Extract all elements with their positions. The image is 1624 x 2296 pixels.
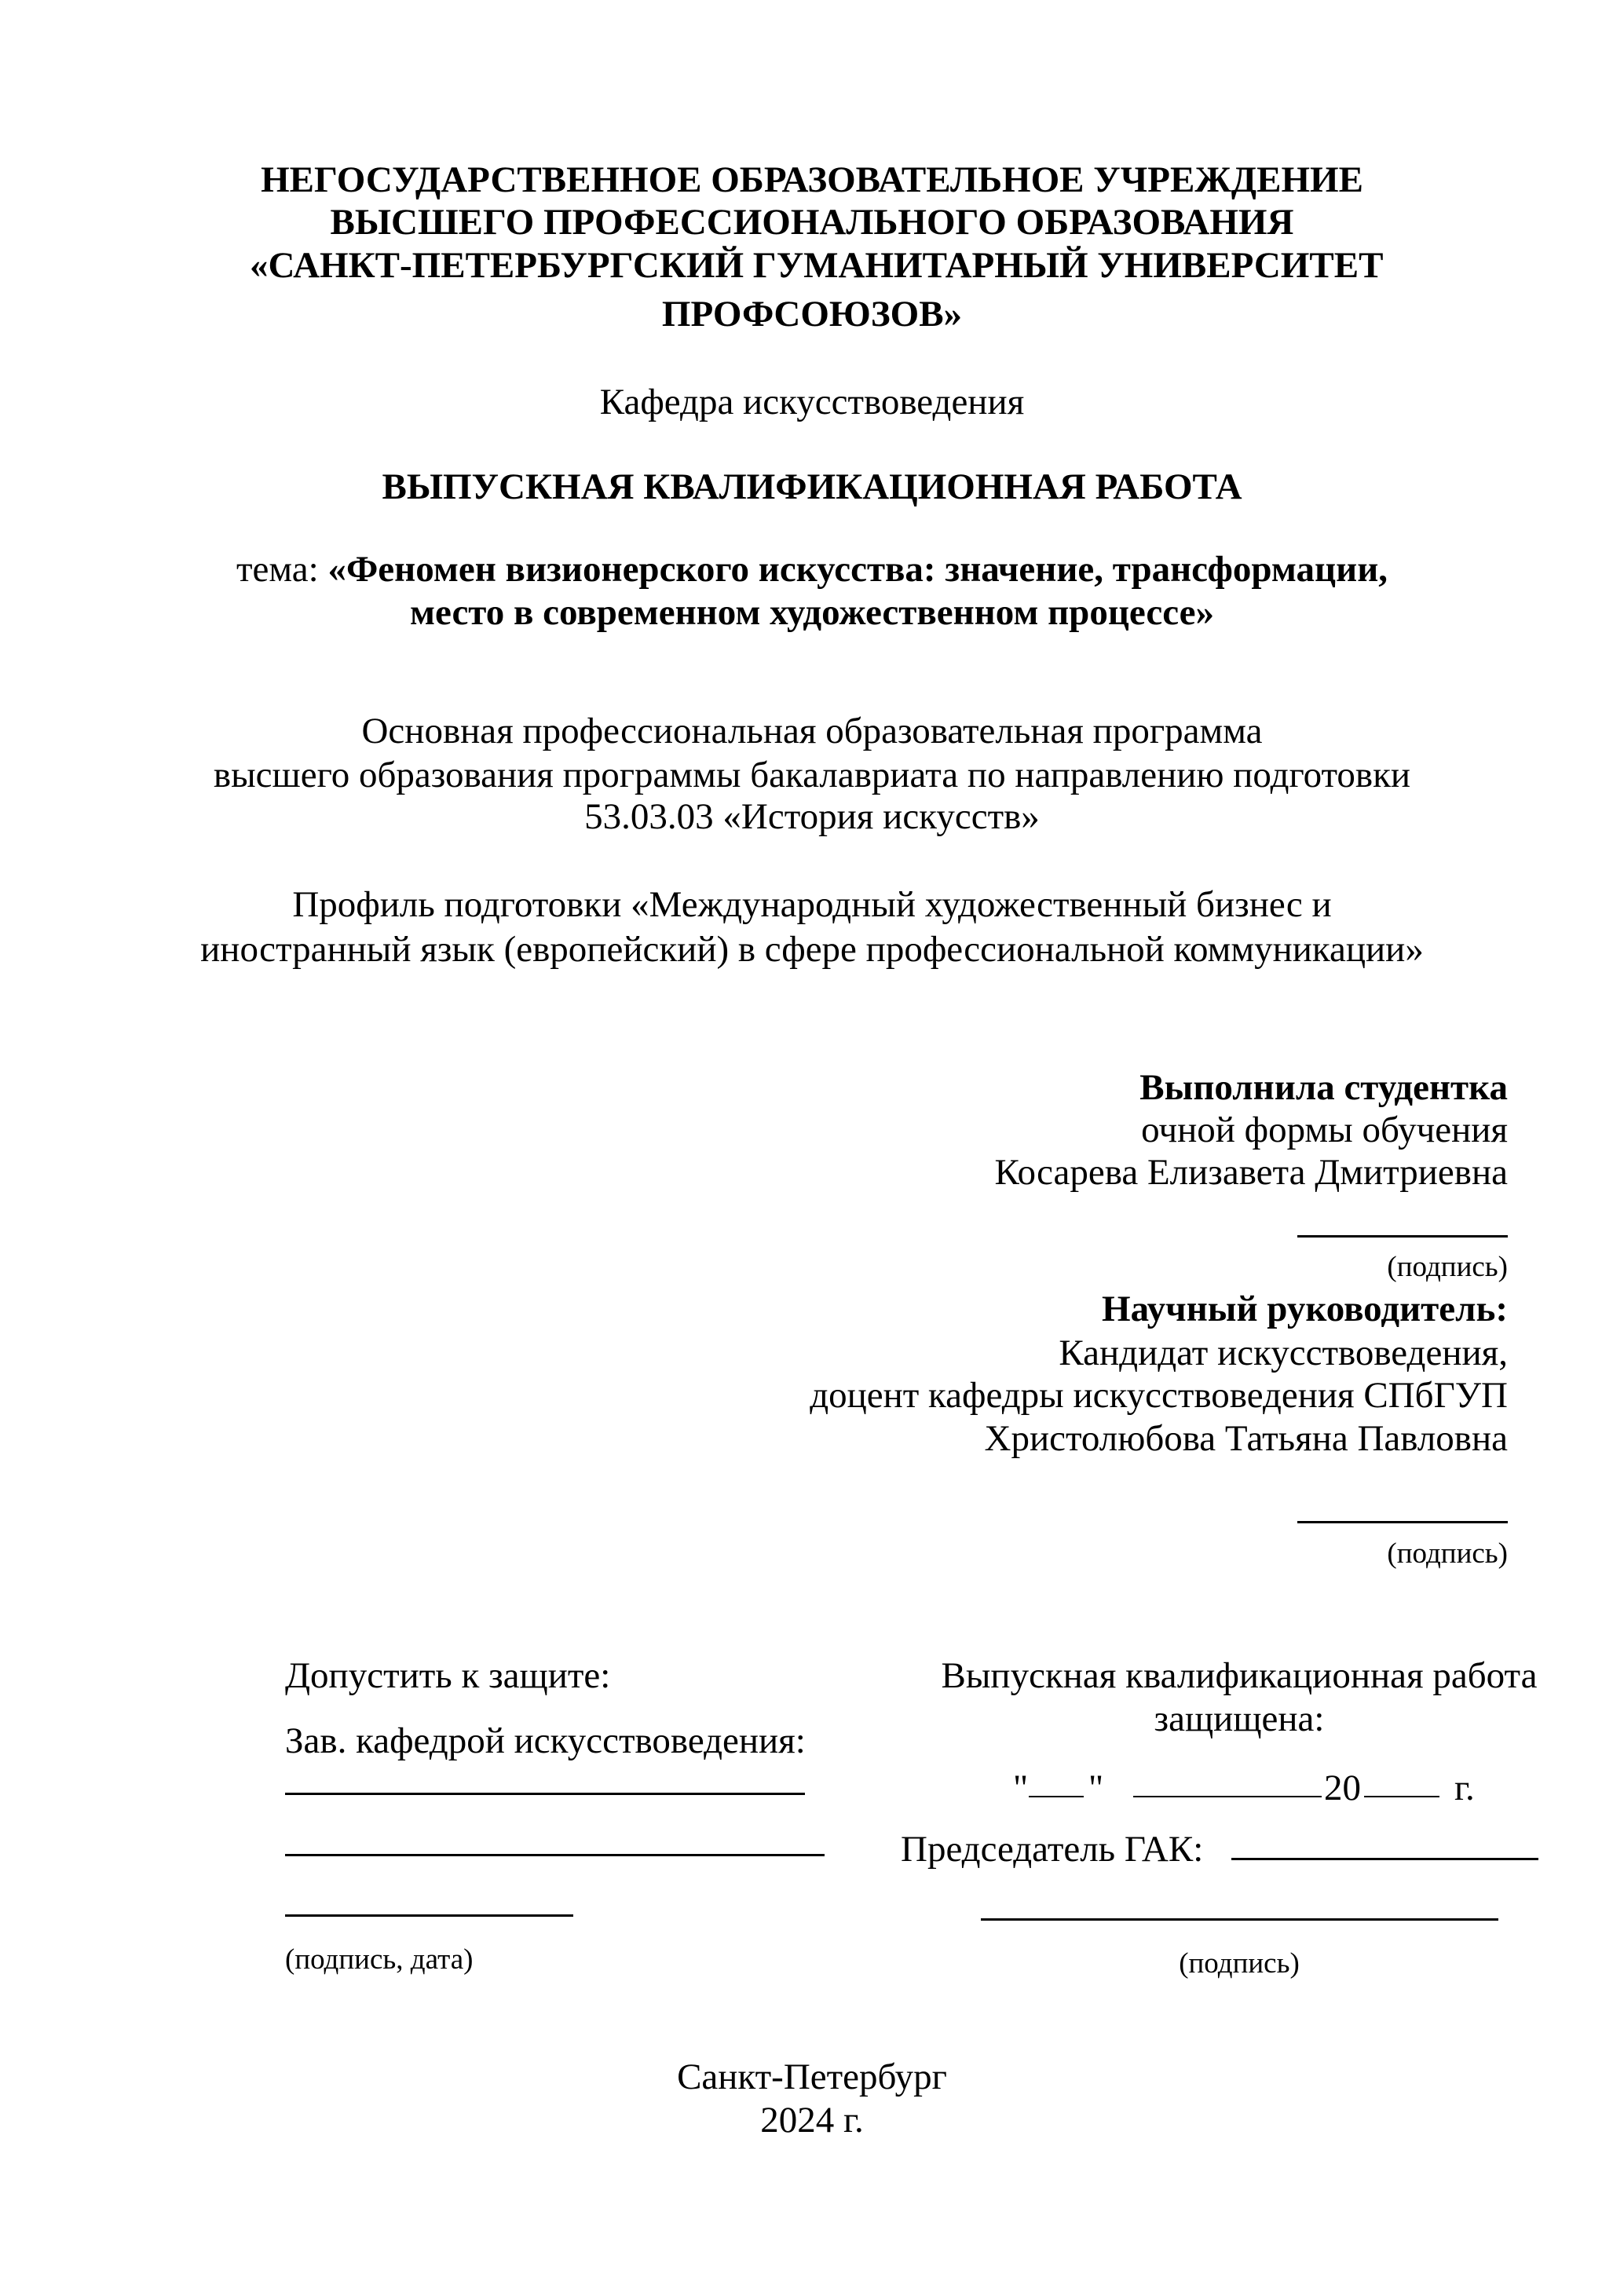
topic-prefix: тема: (236, 549, 328, 590)
admission-title: Допустить к защите: (285, 1655, 611, 1696)
footer-city: Санкт-Петербург (677, 2057, 947, 2097)
supervisor-heading: Научный руководитель: (1102, 1289, 1508, 1329)
work-type-title: ВЫПУСКНАЯ КВАЛИФИКАЦИОННАЯ РАБОТА (382, 466, 1242, 507)
supervisor-signature-line (1297, 1521, 1508, 1523)
admission-signature-label: (подпись, дата) (285, 1943, 474, 1976)
department-name: Кафедра искусствоведения (599, 382, 1025, 422)
defense-title-line-1: Выпускная квалификационная работа (941, 1655, 1538, 1696)
department-head-label: Зав. кафедрой искусствоведения: (285, 1720, 806, 1761)
institution-header-line-2: ВЫСШЕГО ПРОФЕССИОНАЛЬНОГО ОБРАЗОВАНИЯ (330, 202, 1294, 243)
department-head-line-1 (285, 1793, 805, 1795)
topic-title-part-1: «Феномен визионерского искусства: значение, трансформации, (327, 549, 1388, 590)
student-heading: Выполнила студентка (1139, 1067, 1508, 1108)
program-line-1: Основная профессиональная образовательная программа (361, 711, 1263, 751)
defense-title-line-2: защищена: (1154, 1698, 1325, 1739)
profile-line-2: иностранный язык (европейский) в сфере профессиональной коммуникации» (200, 929, 1424, 970)
supervisor-name: Христолюбова Татьяна Павловна (984, 1418, 1508, 1459)
institution-header-line-3: «САНКТ-ПЕТЕРБУРГСКИЙ ГУМАНИТАРНЫЙ УНИВЕРСИТЕТ (250, 245, 1384, 286)
footer-year: 2024 г. (760, 2100, 864, 2141)
supervisor-degree: Кандидат искусствоведения, (1059, 1333, 1508, 1373)
date-century: 20 (1324, 1768, 1361, 1808)
department-head-line-2 (285, 1854, 825, 1856)
gak-chair-line (1231, 1858, 1538, 1860)
institution-header-line-4: ПРОФСОЮЗОВ» (661, 294, 963, 335)
topic-line-1 (0, 551, 1624, 588)
gak-signature-label: (подпись) (1179, 1947, 1300, 1980)
supervisor-position: доцент кафедры искусствоведения СПбГУП (810, 1375, 1508, 1416)
date-year-line (1364, 1796, 1439, 1797)
date-year-suffix: г. (1454, 1768, 1475, 1808)
date-day-open-quote: " (1013, 1768, 1029, 1808)
supervisor-signature-label: (подпись) (1387, 1537, 1508, 1570)
student-signature-label: (подпись) (1387, 1251, 1508, 1283)
program-line-2: высшего образования программы бакалавриата по направлению подготовки (213, 755, 1411, 795)
student-name: Косарева Елизавета Дмитриевна (994, 1152, 1508, 1193)
profile-line-1: Профиль подготовки «Международный художественный бизнес и (292, 884, 1332, 925)
topic-line-2: место в современном художественном процессе» (410, 592, 1214, 633)
gak-signature-line (981, 1918, 1498, 1921)
date-day-close-quote: " (1088, 1768, 1104, 1808)
department-head-line-3 (285, 1914, 573, 1917)
student-study-form: очной формы обучения (1141, 1110, 1508, 1150)
program-line-3: 53.03.03 «История искусств» (584, 796, 1040, 837)
date-month-line (1133, 1796, 1322, 1797)
gak-chair-label: Председатель ГАК: (901, 1829, 1204, 1870)
date-day-line (1029, 1796, 1084, 1797)
institution-header-line-1: НЕГОСУДАРСТВЕННОЕ ОБРАЗОВАТЕЛЬНОЕ УЧРЕЖДЕНИЕ (261, 159, 1363, 200)
defense-date-row (895, 1770, 1571, 1808)
student-signature-line (1297, 1235, 1508, 1238)
